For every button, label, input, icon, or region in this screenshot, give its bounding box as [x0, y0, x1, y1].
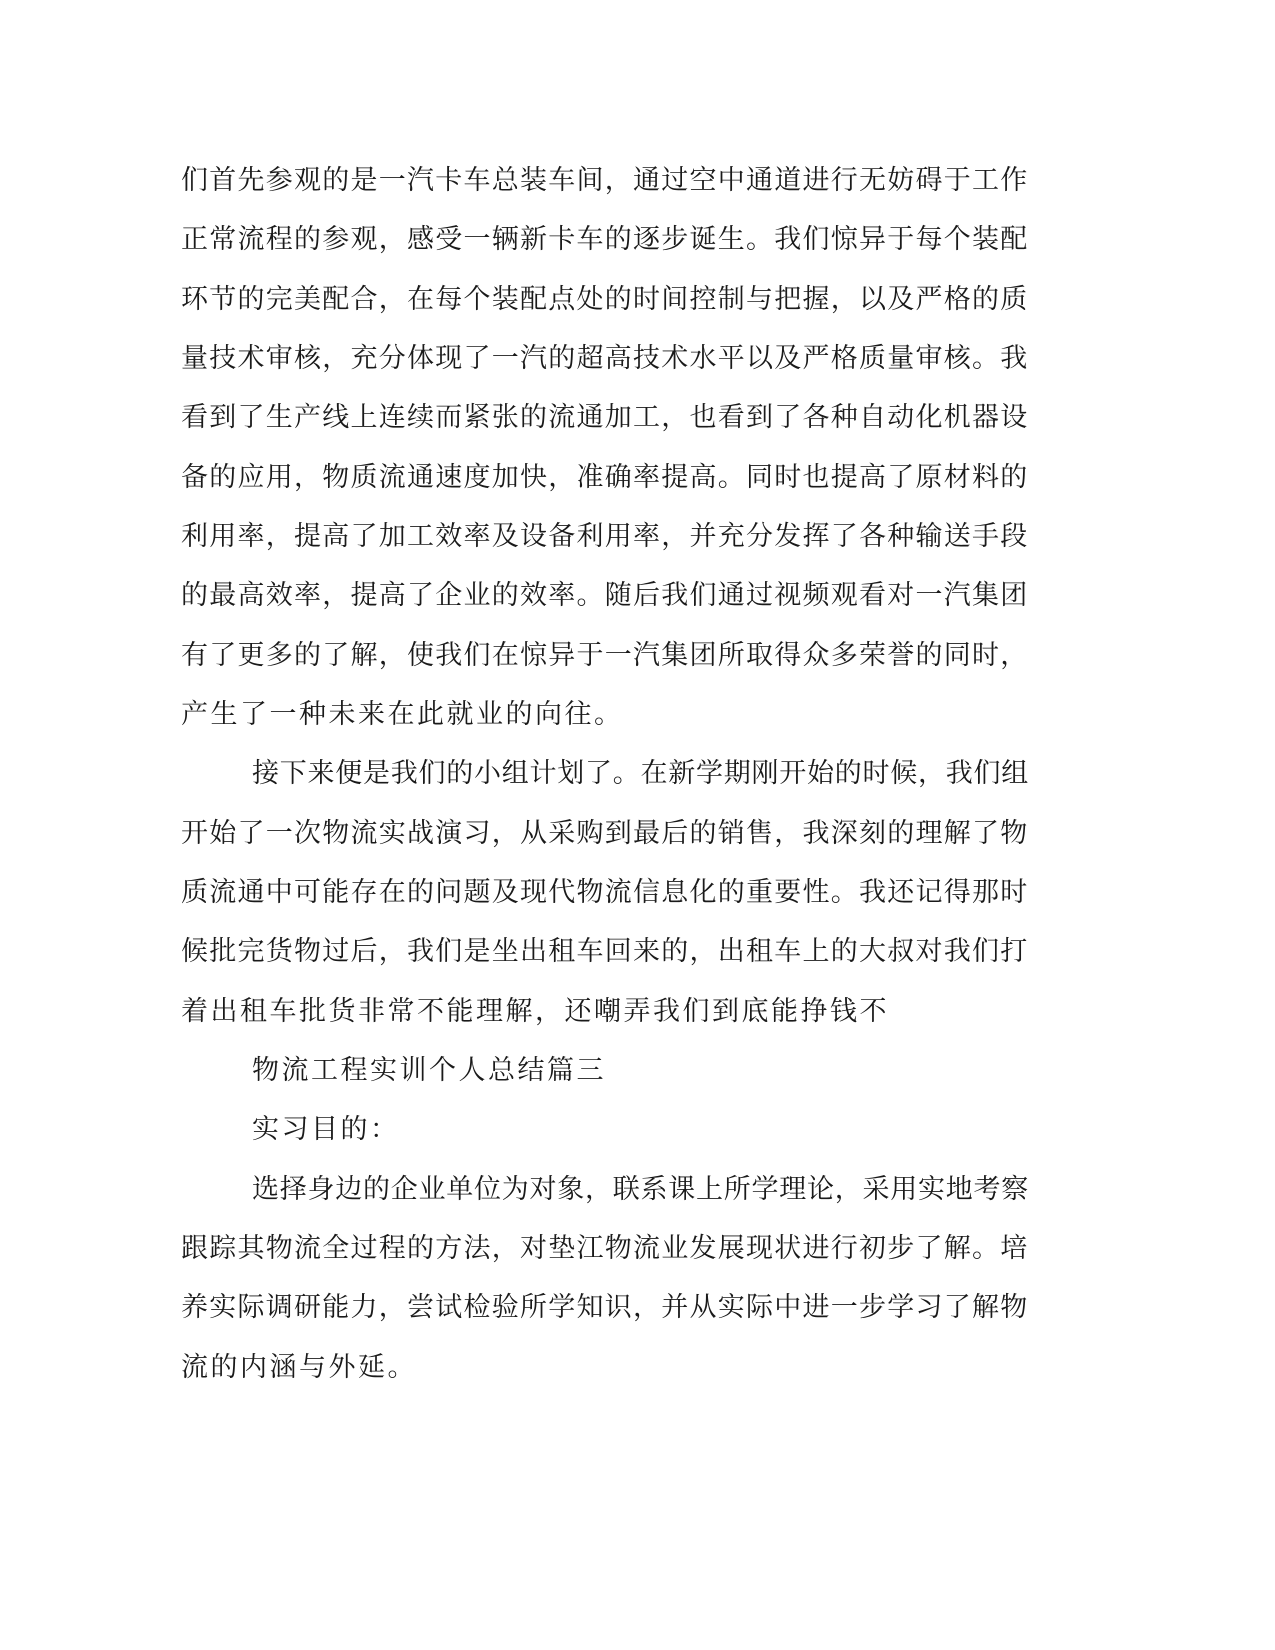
paragraph-line: 着出租车批货非常不能理解，还嘲弄我们到底能挣钱不 — [181, 996, 889, 1027]
paragraph-line: 量技术审核，充分体现了一汽的超高技术水平以及严格质量审核。我 — [181, 343, 1029, 374]
paragraph-line: 跟踪其物流全过程的方法，对垫江物流业发展现状进行初步了解。培 — [181, 1233, 1029, 1264]
paragraph-line: 选择身边的企业单位为对象，联系课上所学理论，采用实地考察 — [252, 1174, 1029, 1205]
paragraph-line: 开始了一次物流实战演习，从采购到最后的销售，我深刻的理解了物 — [181, 818, 1029, 849]
paragraph-line: 接下来便是我们的小组计划了。在新学期刚开始的时候，我们组 — [252, 758, 1029, 789]
paragraph-line: 流的内涵与外延。 — [181, 1352, 417, 1383]
paragraph-line: 正常流程的参观，感受一辆新卡车的逐步诞生。我们惊异于每个装配 — [181, 224, 1029, 255]
section-heading: 物流工程实训个人总结篇三 — [252, 1055, 606, 1086]
paragraph-line: 利用率，提高了加工效率及设备利用率，并充分发挥了各种输送手段 — [181, 521, 1029, 552]
paragraph-line: 产生了一种未来在此就业的向往。 — [181, 699, 624, 730]
paragraph-line: 候批完货物过后，我们是坐出租车回来的，出租车上的大叔对我们打 — [181, 936, 1029, 967]
paragraph-line: 养实际调研能力，尝试检验所学知识，并从实际中进一步学习了解物 — [181, 1292, 1029, 1323]
paragraph-line: 质流通中可能存在的问题及现代物流信息化的重要性。我还记得那时 — [181, 877, 1029, 908]
paragraph-line: 有了更多的了解，使我们在惊异于一汽集团所取得众多荣誉的同时， — [181, 640, 1029, 671]
paragraph-line: 的最高效率，提高了企业的效率。随后我们通过视频观看对一汽集团 — [181, 580, 1029, 611]
subheading: 实习目的： — [252, 1114, 400, 1145]
paragraph-line: 们首先参观的是一汽卡车总装车间，通过空中通道进行无妨碍于工作 — [181, 165, 1029, 196]
paragraph-line: 看到了生产线上连续而紧张的流通加工，也看到了各种自动化机器设 — [181, 402, 1029, 433]
paragraph-line: 环节的完美配合，在每个装配点处的时间控制与把握，以及严格的质 — [181, 284, 1029, 315]
paragraph-line: 备的应用，物质流通速度加快，准确率提高。同时也提高了原材料的 — [181, 462, 1029, 493]
